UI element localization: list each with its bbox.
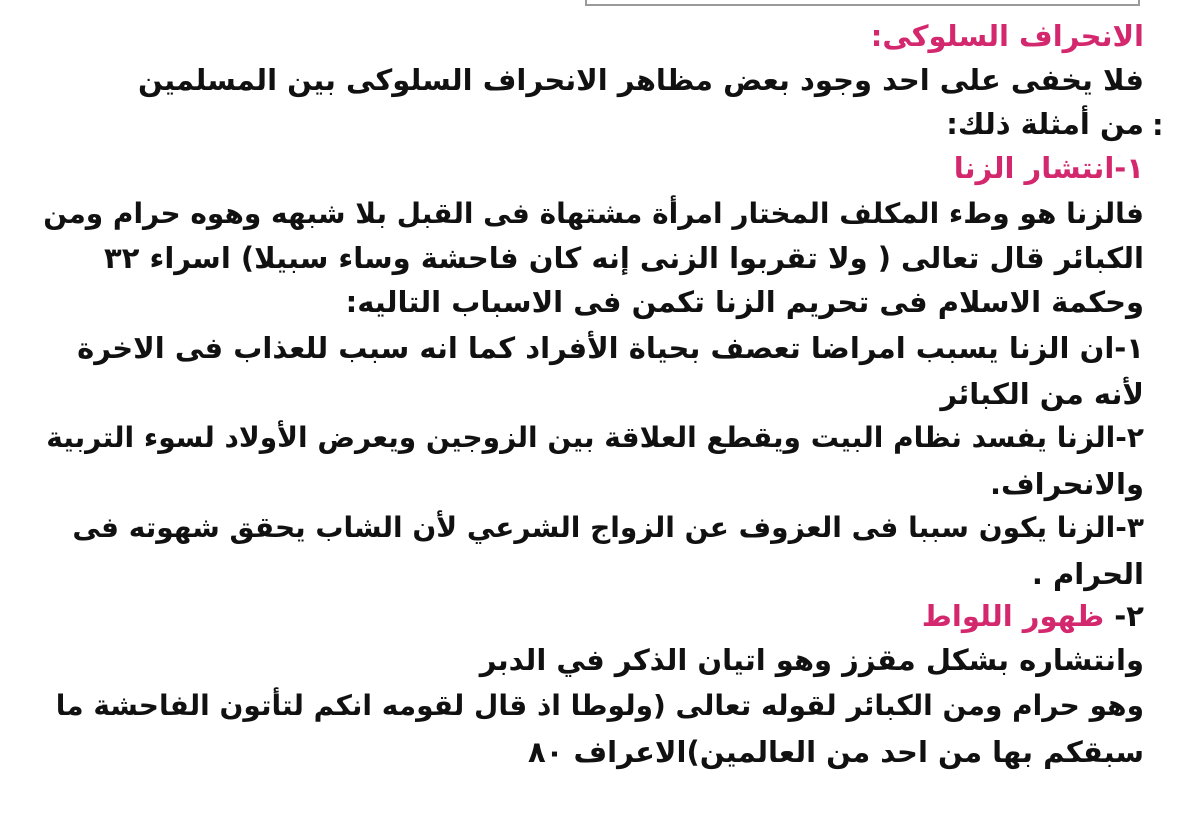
intro-line: فلا يخفى على احد وجود بعض مظاهر الانحراف السلوكى بين المسلمين (138, 63, 1144, 97)
section-2-heading (922, 598, 1144, 634)
examples-label: من أمثلة ذلك: (946, 107, 1144, 141)
reason-2-line-2: والانحراف. (989, 467, 1144, 501)
section-1-line-3: وحكمة الاسلام فى تحريم الزنا تكمن فى الاسباب التاليه: (345, 285, 1144, 319)
reason-3-line-1: ٣-الزنا يكون سببا فى العزوف عن الزواج الشرعي لأن الشاب يحقق شهوته فى (72, 511, 1144, 544)
reason-1-line-2: لأنه من الكبائر (940, 377, 1144, 411)
section-1-line-1: فالزنا هو وطء المكلف المختار امرأة مشتهاة فى القبل بلا شبهه وهوه حرام ومن (43, 197, 1144, 230)
section-2-line-2: وهو حرام ومن الكبائر لقوله تعالى (ولوطا اذ قال لقومه انكم لتأتون الفاحشة ما (55, 689, 1144, 722)
section-1-title: ١-انتشار الزنا (953, 151, 1144, 185)
reason-1-line-1: ١-ان الزنا يسبب امراضا تعصف بحياة الأفراد كما انه سبب للعذاب فى الاخرة (77, 331, 1144, 365)
section-2-line-3: سبقكم بها من احد من العالمين)الاعراف ٨٠ (527, 735, 1144, 769)
section-1-line-2: الكبائر قال تعالى ( ولا تقربوا الزنى إنه كان فاحشة وساء سبيلا) اسراء ٣٢ (104, 241, 1144, 275)
section-2-title: ظهور اللواط (921, 599, 1105, 633)
section-2-number: ٢- (1114, 599, 1144, 633)
reason-3-line-2: الحرام . (1031, 557, 1144, 591)
reason-2-line-1: ٢-الزنا يفسد نظام البيت ويقطع العلاقة بين الزوجين ويعرض الأولاد لسوء التربية (46, 421, 1144, 454)
stray-colon: : (1152, 108, 1164, 142)
section-2-line-1: وانتشاره بشكل مقزز وهو اتيان الذكر في الدبر (479, 643, 1144, 677)
heading-behavioral-deviation: الانحراف السلوكى: (870, 19, 1144, 53)
